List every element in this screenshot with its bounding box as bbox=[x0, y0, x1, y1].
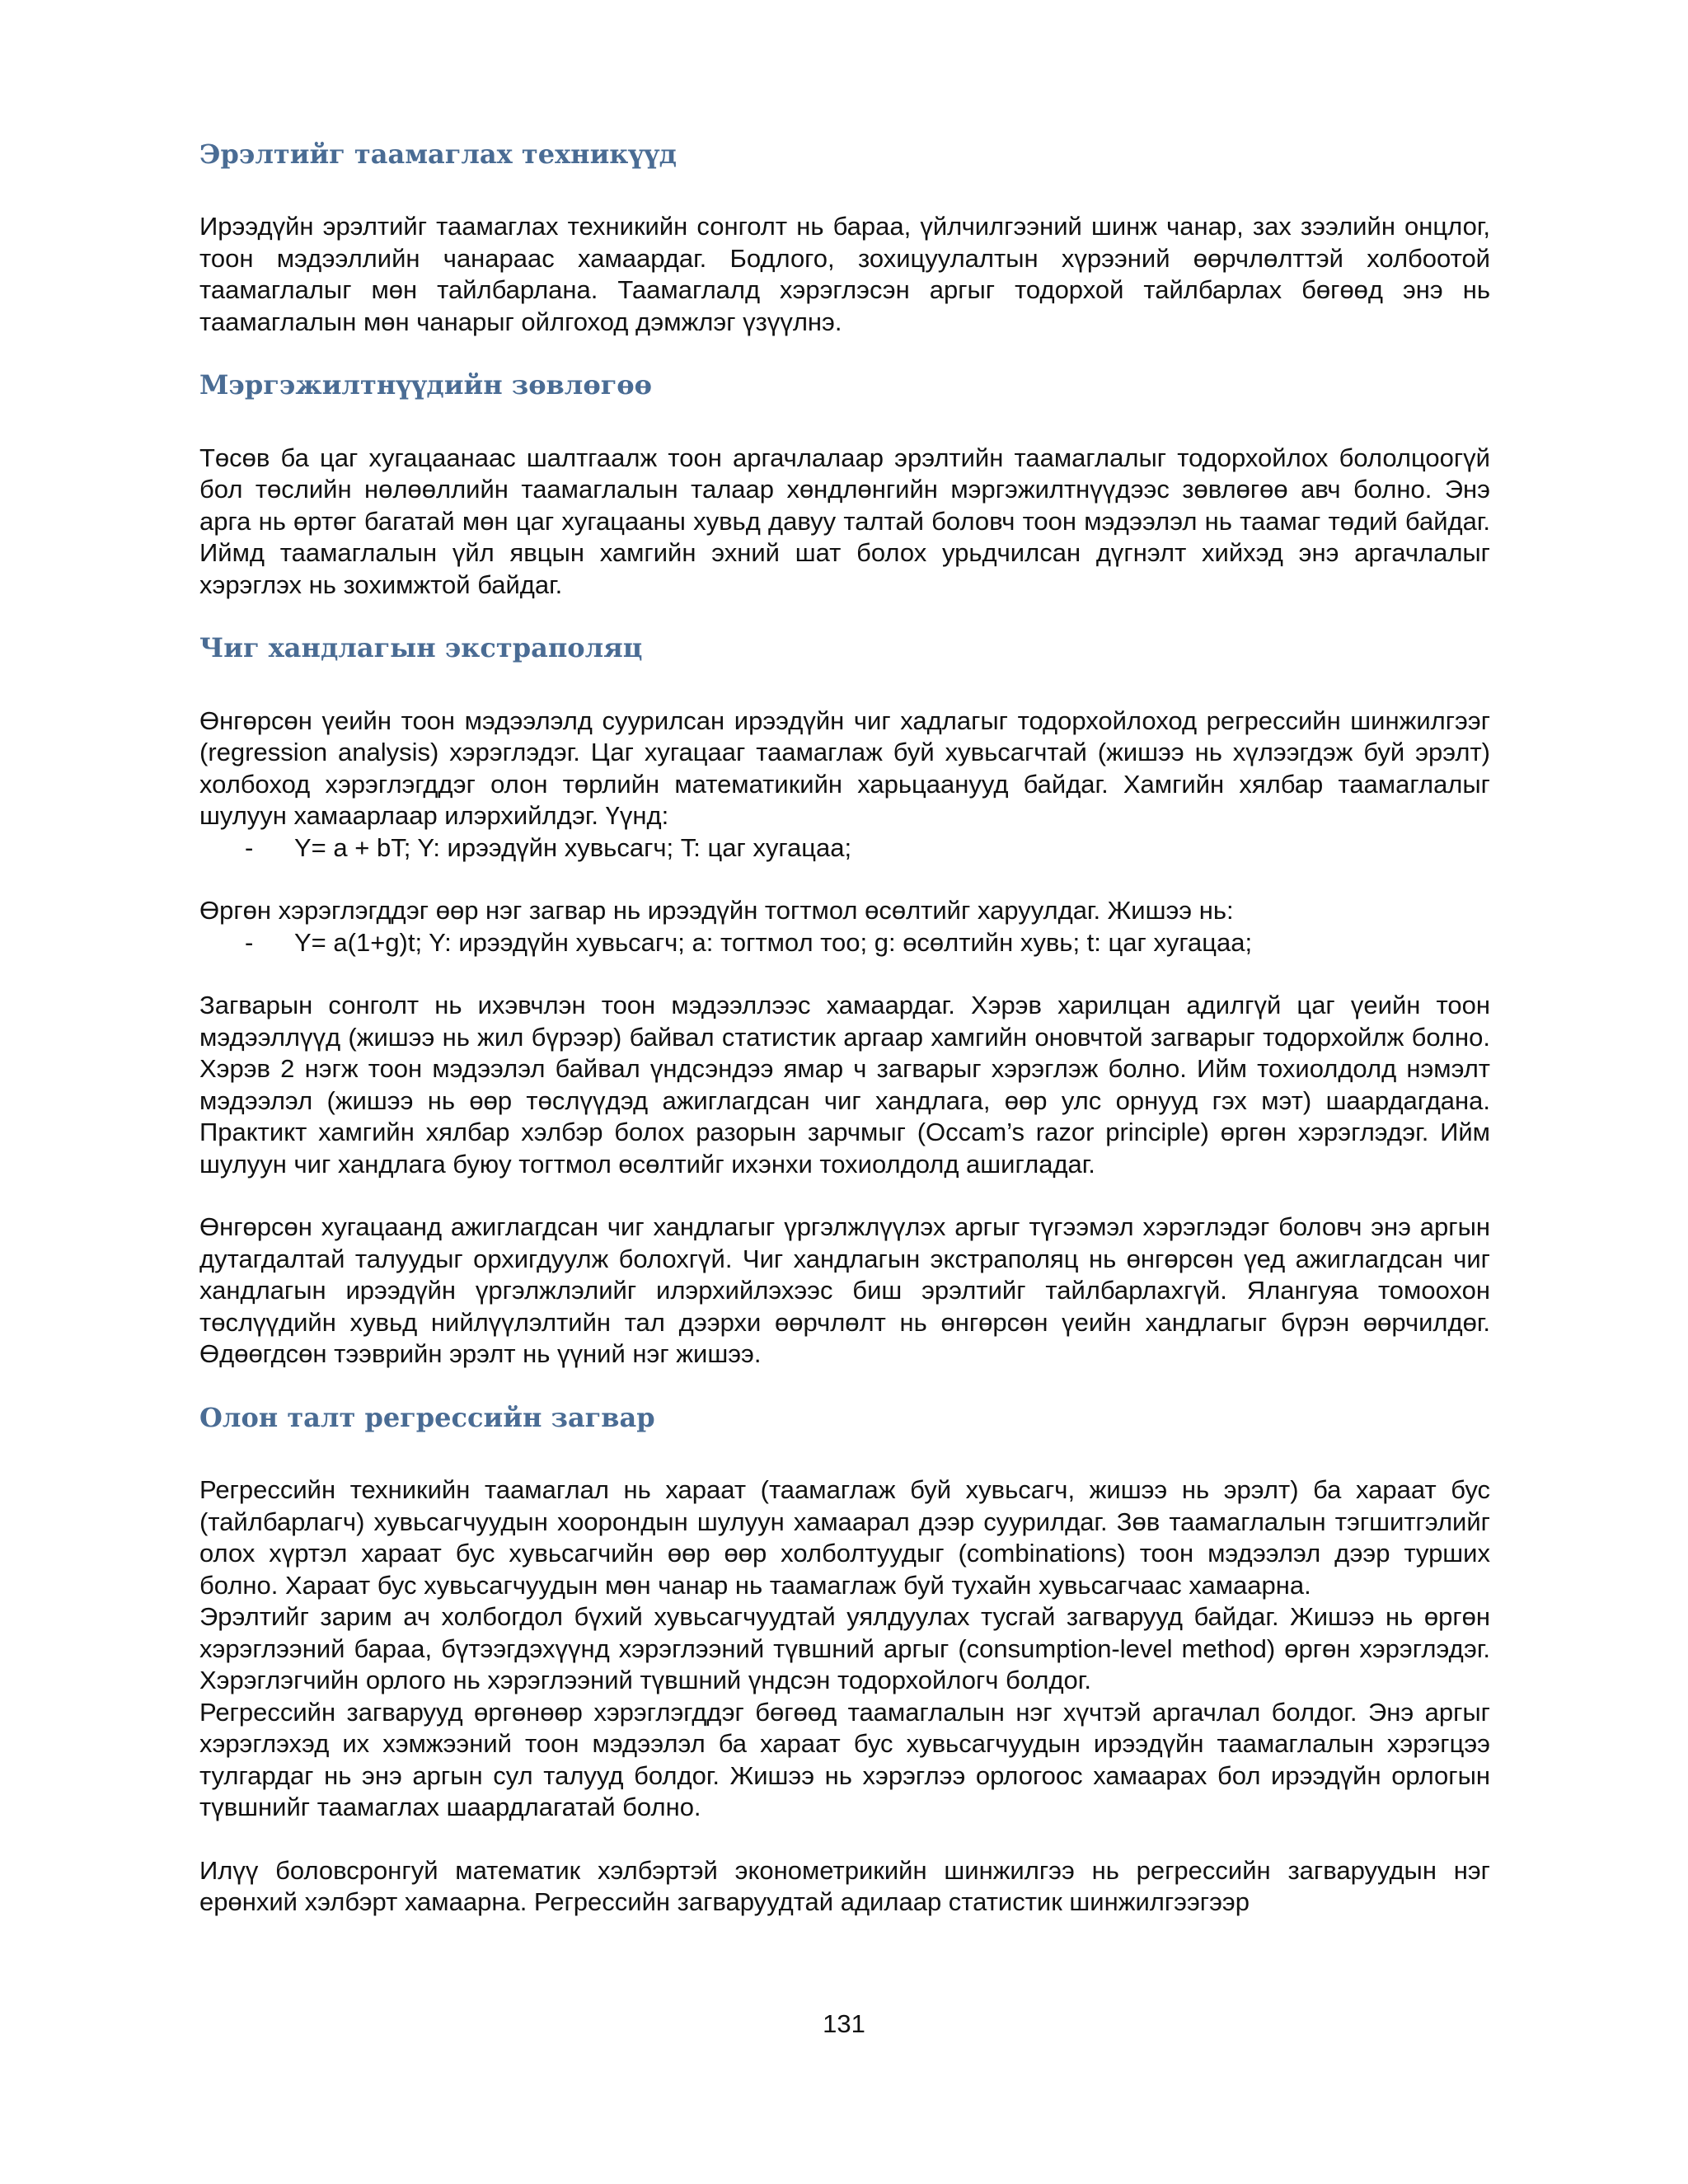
page-number: 131 bbox=[823, 2009, 865, 2038]
paragraph: Эрэлтийг зарим ач холбогдол бүхий хувьсагчуудтай уялдуулах тусгай загварууд байдаг. Жишээ нь өргөн хэрэглээний бараа, бүтээгдэхүүнд хэрэглээний түвшний аргыг (consumption-level method) өргөн хэрэглэдэг. Хэрэглэгчийн орлого нь хэрэглээний түвшний үндсэн тодорхойлогч болдог. bbox=[199, 1602, 1490, 1695]
paragraph: Төсөв ба цаг хугацаанаас шалтгаалж тоон аргачлалаар эрэлтийн таамаглалыг тодорхойлох бололцоогүй бол төслийн нөлөөллийн таамаглалын талаар хөндлөнгийн мэргэжилтнүүдээс зөвлөгөө авч болно. Энэ арга нь өртөг багатай мөн цаг хугацааны хувьд давуу талтай боловч тоон мэдээлэл нь таамаг төдий байдаг. Иймд таамаглалын үйл явцын хамгийн эхний шат болох урьдчилсан дүгнэлт хийхэд энэ аргачлалыг хэрэглэх нь зохимжтой байдаг. bbox=[199, 443, 1490, 599]
bullet-marker: - bbox=[245, 832, 254, 862]
document-page bbox=[199, 124, 1490, 1919]
paragraph: Регрессийн техникийн таамаглал нь хараат (таамаглаж буй хувьсагч, жишээ нь эрэлт) ба хараат бус (тайлбарлагч) хувьсагчуудын хоорондын шулуун хамаарал дээр суурилдаг. Зөв таамаглалын тэгшитгэлийг олох хүртэл хараат бус хувьсагчийн өөр өөр холболтуудыг (combinations) тоон мэдээлэл дээр турших болно. Хараат бус хувьсагчуудын мөн чанар нь таамаглаж буй тухайн хувьсагчаас хамаарна. bbox=[199, 1475, 1490, 1600]
list-item bbox=[199, 927, 1490, 959]
paragraph: Өнгөрсөн үеийн тоон мэдээлэлд суурилсан ирээдүйн чиг хадлагыг тодорхойлоход регрессийн шинжилгээг (regression analysis) хэрэглэдэг. Цаг хугацааг таамаглаж буй хувьсагчтай (жишээ нь хүлээгдэж буй эрэлт) холбоход хэрэглэгддэг олон төрлийн математикийн харьцаанууд байдаг. Хамгийн хялбар таамаглалыг шулуун хамаарлаар илэрхийлдэг. Үүнд: bbox=[199, 705, 1490, 831]
paragraph: Илүү боловсронгуй математик хэлбэртэй эконометрикийн шинжилгээ нь регрессийн загваруудын нэг ерөнхий хэлбэрт хамаарна. Регрессийн загваруудтай адилаар статистик шинжилгээгээр bbox=[199, 1855, 1490, 1917]
section-heading-multiple-regression: Олон талт регрессийн загвар bbox=[199, 1401, 655, 1433]
list-item bbox=[199, 832, 1490, 865]
paragraph: Өргөн хэрэглэгддэг өөр нэг загвар нь ирээдүйн тогтмол өсөлтийг харуулдаг. Жишээ нь: bbox=[199, 896, 1234, 926]
paragraph: Ирээдүйн эрэлтийг таамаглах техникийн сонголт нь бараа, үйлчилгээний шинж чанар, зах зээлийн онцлог, тоон мэдээллийн чанараас хамаардаг. Бодлого, зохицуулалтын хүрээний өөрчлөлттэй холбоотой таамаглалыг мөн тайлбарлана. Таамаглалд хэрэглэсэн аргыг тодорхой тайлбарлах бөгөөд энэ нь таамаглалын мөн чанарыг ойлгоход дэмжлэг үзүүлнэ. bbox=[199, 212, 1490, 336]
list-item-text: Y= a + bT; Y: ирээдүйн хувьсагч; T: цаг хугацаа; bbox=[294, 832, 852, 862]
section-heading-trend-extrapolation: Чиг хандлагын экстраполяц bbox=[199, 632, 643, 664]
paragraph: Загварын сонголт нь ихэвчлэн тоон мэдээллээс хамаардаг. Хэрэв харилцан адилгүй цаг үеийн тоон мэдээллүүд (жишээ нь жил бүрээр) байвал статистик аргаар хамгийн оновчтой загварыг тодорхойлж болно. Хэрэв 2 нэгж тоон мэдээлэл байвал үндсэндээ ямар ч загварыг хэрэглэж болно. Ийм тохиолдолд нэмэлт мэдээлэл (жишээ нь өөр төслүүдэд ажиглагдсан чиг хандлага, өөр улс орнууд гэх мэт) шаардагдана. Практикт хамгийн хялбар хэлбэр болох разорын зарчмыг (Occam’s razor principle) өргөн хэрэглэдэг. Ийм шулуун чиг хандлага буюу тогтмол өсөлтийг ихэнхи тохиолдолд ашигладаг. bbox=[199, 991, 1490, 1179]
paragraph: Регрессийн загварууд өргөнөөр хэрэглэгддэг бөгөөд таамаглалын нэг хүчтэй аргачлал болдог. Энэ аргыг хэрэглэхэд их хэмжээний тоон мэдээлэл ба хараат бус хувьсагчуудын ирээдүйн таамаглалын хэрэгцээ тулгардаг нь энэ аргын сул талууд болдог. Жишээ нь хэрэглээ орлогоос хамаарах бол ирээдүйн орлогын түвшнийг таамаглах шаардлагатай болно. bbox=[199, 1697, 1490, 1822]
section-heading-demand-forecasting: Эрэлтийг таамаглах техникүүд bbox=[199, 138, 677, 170]
list-item-text: Y= a(1+g)t; Y: ирээдүйн хувьсагч; a: тогтмол тоо; g: өсөлтийн хувь; t: цаг хугацаа; bbox=[294, 927, 1253, 957]
section-heading-expert-advice: Мэргэжилтнүүдийн зөвлөгөө bbox=[199, 369, 652, 401]
paragraph: Өнгөрсөн хугацаанд ажиглагдсан чиг хандлагыг үргэлжлүүлэх аргыг түгээмэл хэрэглэдэг боловч энэ аргын дутагдалтай талуудыг орхигдуулж болохгүй. Чиг хандлагын экстраполяц нь өнгөрсөн үед ажиглагдсан чиг хандлагын ирээдүйн үргэлжлэлийг илэрхийлэхээс биш эрэлтийг тайлбарлахгүй. Ялангуяа томоохон төслүүдийн хувьд нийлүүлэлтийн тал дээрхи өөрчлөлт нь өнгөрсөн үеийн хандлагыг бүрэн өөрчилдөг. Өдөөгдсөн тээврийн эрэлт нь үүний нэг жишээ. bbox=[199, 1212, 1490, 1369]
bullet-marker: - bbox=[245, 927, 254, 957]
